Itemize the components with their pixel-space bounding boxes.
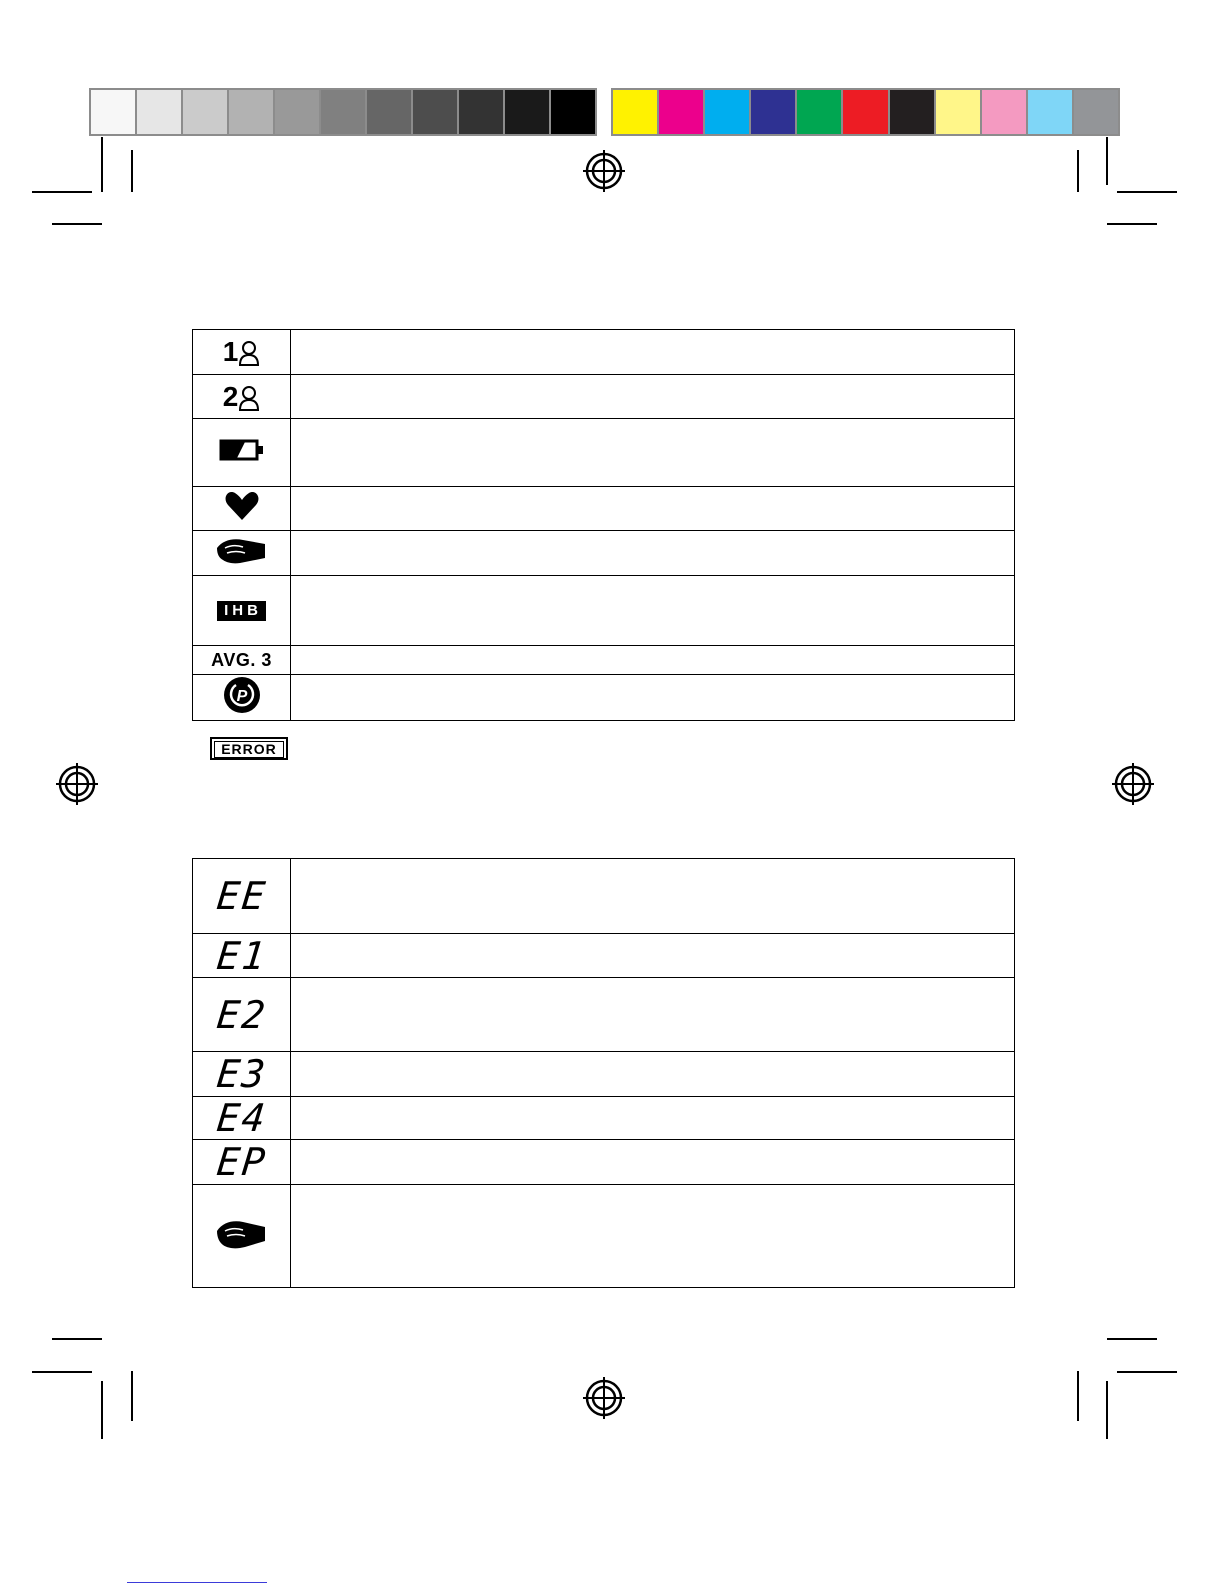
table-row <box>193 531 1015 576</box>
crop-mark <box>131 150 133 192</box>
color-swatch <box>505 90 549 134</box>
color-swatch <box>229 90 273 134</box>
user-number: 1 <box>222 336 239 367</box>
crop-mark <box>131 1371 133 1421</box>
description-cell <box>291 859 1015 934</box>
table-row <box>193 859 1015 934</box>
color-swatch <box>890 90 934 134</box>
crop-mark <box>1117 1371 1177 1373</box>
table-row <box>193 1097 1015 1140</box>
grayscale-strip <box>89 88 597 136</box>
crop-mark <box>1077 1371 1079 1421</box>
table-row <box>193 375 1015 419</box>
crop-mark <box>1106 137 1108 185</box>
error-e3-icon: E3 <box>214 1052 269 1096</box>
color-swatch <box>459 90 503 134</box>
icon-cell <box>193 859 291 934</box>
table-row <box>193 646 1015 675</box>
icon-cell <box>193 330 291 375</box>
error-badge <box>210 737 288 760</box>
icon-cell <box>193 934 291 978</box>
table-row <box>193 1140 1015 1185</box>
table-row <box>193 330 1015 375</box>
footer-underline <box>127 1582 267 1583</box>
error-ep-icon: EP <box>214 1140 269 1184</box>
description-cell <box>291 1052 1015 1097</box>
registration-mark-icon <box>583 150 625 192</box>
table-row <box>193 978 1015 1052</box>
crop-mark <box>1117 191 1177 193</box>
cuff-icon <box>215 1217 269 1251</box>
error-e2-icon: E2 <box>214 992 269 1037</box>
crop-mark <box>1107 1338 1157 1340</box>
error-label: ERROR <box>214 741 284 758</box>
error-codes-table <box>192 858 1015 1288</box>
icon-cell <box>193 419 291 487</box>
registration-mark-icon <box>56 763 98 805</box>
user-1-icon <box>223 338 261 366</box>
table-row <box>193 576 1015 646</box>
color-swatch <box>137 90 181 134</box>
color-swatch <box>551 90 595 134</box>
description-cell <box>291 1140 1015 1185</box>
description-cell <box>291 375 1015 419</box>
description-cell <box>291 487 1015 531</box>
color-swatch <box>613 90 657 134</box>
icon-cell <box>193 576 291 646</box>
crop-mark <box>101 137 103 192</box>
color-swatch <box>91 90 135 134</box>
description-cell <box>291 1097 1015 1140</box>
registration-mark-icon <box>1112 763 1154 805</box>
table-row <box>193 1052 1015 1097</box>
crop-mark <box>52 1338 102 1340</box>
error-e1-icon: E1 <box>214 933 269 978</box>
battery-icon <box>219 439 265 461</box>
symbols-table <box>192 329 1015 721</box>
power-label: P <box>236 688 247 705</box>
color-swatch <box>936 90 980 134</box>
user-2-icon <box>222 380 261 412</box>
crop-mark <box>32 1371 92 1373</box>
icon-cell <box>193 375 291 419</box>
crop-mark <box>52 223 102 225</box>
cuff-icon <box>215 536 269 566</box>
power-icon <box>222 675 262 715</box>
table-row <box>193 675 1015 721</box>
color-swatch <box>751 90 795 134</box>
color-swatch <box>275 90 319 134</box>
color-swatch <box>797 90 841 134</box>
user-number: 2 <box>222 380 239 412</box>
icon-cell <box>193 531 291 576</box>
description-cell <box>291 646 1015 675</box>
avg-icon: AVG. 3 <box>211 649 272 670</box>
crop-mark <box>1077 150 1079 192</box>
description-cell <box>291 934 1015 978</box>
color-swatch <box>1028 90 1072 134</box>
icon-cell <box>193 1052 291 1097</box>
crop-mark <box>1106 1381 1108 1439</box>
description-cell <box>291 978 1015 1052</box>
crop-mark <box>101 1381 103 1439</box>
color-swatch <box>321 90 365 134</box>
heart-icon <box>225 491 259 521</box>
icon-cell <box>193 675 291 721</box>
error-e4-icon: E4 <box>214 1096 269 1140</box>
crop-mark <box>1107 223 1157 225</box>
icon-cell <box>193 487 291 531</box>
ihb-icon: IHB <box>217 601 266 621</box>
icon-cell <box>193 978 291 1052</box>
color-swatch <box>843 90 887 134</box>
table-row <box>193 1185 1015 1288</box>
color-swatch <box>659 90 703 134</box>
color-swatch <box>367 90 411 134</box>
icon-cell <box>193 1185 291 1288</box>
color-swatch <box>413 90 457 134</box>
error-ee-icon: EE <box>214 874 269 918</box>
registration-mark-icon <box>583 1377 625 1419</box>
color-swatch <box>982 90 1026 134</box>
table-row <box>193 419 1015 487</box>
color-strip <box>611 88 1120 136</box>
description-cell <box>291 330 1015 375</box>
color-swatch <box>1074 90 1118 134</box>
color-swatch <box>183 90 227 134</box>
crop-mark <box>32 191 92 193</box>
color-swatch <box>705 90 749 134</box>
icon-cell <box>193 646 291 675</box>
icon-cell <box>193 1140 291 1185</box>
table-row <box>193 487 1015 531</box>
icon-cell <box>193 1097 291 1140</box>
description-cell <box>291 1185 1015 1288</box>
description-cell <box>291 531 1015 576</box>
description-cell <box>291 576 1015 646</box>
description-cell <box>291 675 1015 721</box>
table-row <box>193 934 1015 978</box>
description-cell <box>291 419 1015 487</box>
